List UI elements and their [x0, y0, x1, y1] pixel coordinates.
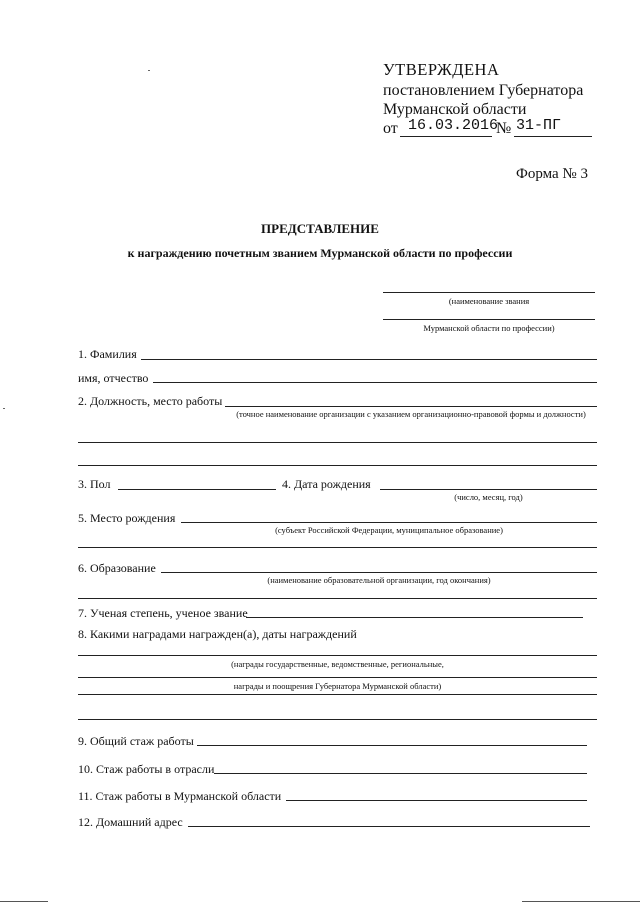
document-subtitle: к награждению почетным званием Мурманской области по профессии: [127, 246, 513, 260]
position-field-line-2[interactable]: [78, 442, 597, 443]
approval-number-prefix: №: [496, 120, 512, 137]
approval-date-prefix: от: [383, 120, 398, 137]
form-label: Форма № 3: [516, 166, 588, 182]
surname-field[interactable]: [141, 359, 597, 360]
awards-note-1: (награды государственные, ведомственные, региональные,: [231, 659, 444, 669]
position-field[interactable]: [225, 406, 597, 407]
title-name-note-2: Мурманской области по профессии): [423, 323, 555, 333]
education-label: 6. Образование: [78, 561, 156, 575]
home-address-label: 12. Домашний адрес: [78, 815, 183, 829]
position-label: 2. Должность, место работы: [78, 394, 223, 408]
title-name-note-1: (наименование звания: [448, 296, 530, 306]
degree-field[interactable]: [246, 617, 583, 618]
total-experience-field[interactable]: [197, 745, 587, 746]
surname-label: 1. Фамилия: [78, 347, 137, 361]
birth-place-field[interactable]: [181, 522, 597, 523]
birth-date-label: 4. Дата рождения: [282, 477, 371, 491]
education-note: (наименование образовательной организации, год окончания): [267, 575, 491, 585]
title-name-line-1: [383, 292, 595, 293]
name-patronymic-field[interactable]: [153, 382, 597, 383]
degree-label: 7. Ученая степень, ученое звание: [78, 606, 248, 620]
total-experience-label: 9. Общий стаж работы: [78, 734, 194, 748]
approval-line-1: постановлением Губернатора: [383, 82, 584, 99]
document-title: ПРЕДСТАВЛЕНИЕ: [261, 221, 379, 236]
title-name-line-2: [383, 319, 595, 320]
region-experience-label: 11. Стаж работы в Мурманской области: [78, 789, 282, 803]
education-field[interactable]: [161, 572, 597, 573]
awards-field-line-2[interactable]: [78, 677, 597, 678]
awards-note-2: награды и поощрения Губернатора Мурманской области): [233, 681, 442, 691]
birth-place-note: (субъект Российской Федерации, муниципальное образование): [275, 525, 503, 535]
approval-number-line: [514, 136, 592, 137]
position-field-line-3[interactable]: [78, 465, 597, 466]
home-address-field[interactable]: [188, 826, 590, 827]
sex-field[interactable]: [118, 489, 276, 490]
approval-title: УТВЕРЖДЕНА: [383, 60, 500, 79]
approval-date-line: [400, 136, 492, 137]
position-note: (точное наименование организации с указанием организационно-правовой формы и должности): [236, 409, 586, 419]
industry-experience-label: 10. Стаж работы в отрасли: [78, 762, 215, 776]
sex-label: 3. Пол: [78, 477, 111, 491]
awards-label: 8. Какими наградами награжден(а), даты награждений: [78, 627, 357, 641]
awards-field[interactable]: [78, 655, 597, 656]
awards-field-line-4[interactable]: [78, 719, 597, 720]
education-field-line-2[interactable]: [78, 598, 597, 599]
approval-number-value: 31-ПГ: [516, 117, 562, 134]
awards-field-line-3[interactable]: [78, 694, 597, 695]
birth-date-note: (число, месяц, год): [454, 492, 523, 502]
birth-date-field[interactable]: [380, 489, 597, 490]
birth-place-label: 5. Место рождения: [78, 511, 176, 525]
birth-place-field-line-2[interactable]: [78, 547, 597, 548]
name-patronymic-label: имя, отчество: [78, 371, 149, 385]
scan-edge-mark: [522, 901, 640, 902]
approval-line-2: Мурманской области: [383, 101, 527, 118]
industry-experience-field[interactable]: [214, 773, 587, 774]
region-experience-field[interactable]: [286, 800, 587, 801]
scan-mark: [148, 70, 150, 71]
scan-edge-mark: [0, 901, 48, 902]
scan-mark: [3, 408, 5, 409]
approval-date-value: 16.03.2016: [408, 117, 499, 134]
